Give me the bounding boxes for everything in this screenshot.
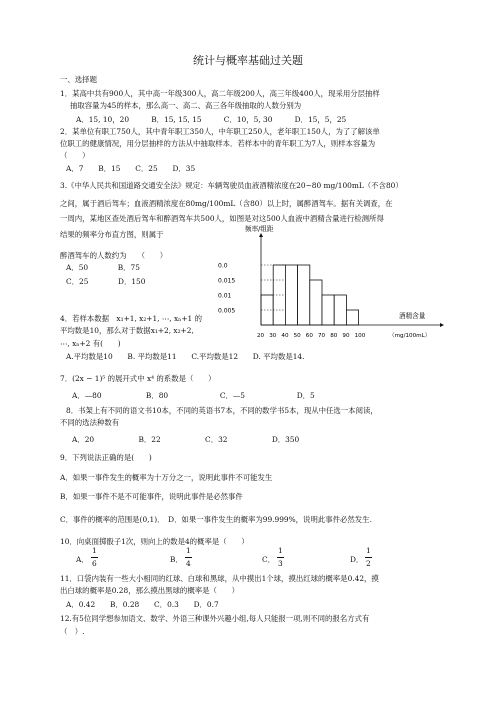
fraction-numerator: 1 xyxy=(92,546,97,555)
x-tick-label: 20 xyxy=(257,333,265,339)
q3-line2: 之间，属于酒后驾车；血液酒精浓度在80mg/100mL（含80）以上时，属醉酒驾车。据有关调查，在 xyxy=(60,199,393,208)
x-tick-label: 100 xyxy=(354,333,366,339)
x-axis-unit: （mg/100mL） xyxy=(389,333,431,339)
q1-line2: 抽取容量为45的样本，那么高一、高二、高三各年级抽取的人数分别为 xyxy=(70,101,302,110)
q9-option-a: A．如果一事件发生的概率为十万分之一，说明此事件不可能发生 xyxy=(60,473,273,482)
q10-option-label: D． xyxy=(350,555,364,564)
histogram-bar xyxy=(298,265,310,325)
q8-line2: 不同的选法种数有 xyxy=(60,418,120,427)
q1-line1: 1．某高中共有900人，其中高一年级300人，高二年级200人，高三年级400人，现采用分层抽样 xyxy=(60,89,380,98)
fraction-bar xyxy=(91,557,98,558)
q10-stem: 10．向桌面掷骰子1次，则向上的数是4的概率是（ ） xyxy=(60,537,249,546)
q10-option-label: C． xyxy=(262,555,276,564)
q3-line3: 一周内，某地区查处酒后驾车和醉酒驾车共500人，如图是对这500人血液中酒精含量进行检测所得 xyxy=(60,214,384,223)
q9-option-b: B．如果一事件不是不可能事件，说明此事件是必然事件 xyxy=(60,492,243,501)
fraction-denominator: 4 xyxy=(186,559,191,568)
fraction-numerator: 1 xyxy=(278,546,283,555)
q4-line3: ⋯, xₙ+2 有( ) xyxy=(60,339,121,348)
q3-options-ab: A．50 B．75 xyxy=(66,263,140,272)
fraction-denominator: 6 xyxy=(92,559,97,568)
q10-option-label: B． xyxy=(170,555,183,564)
fraction-numerator: 1 xyxy=(366,546,371,555)
histogram-bar xyxy=(346,310,358,325)
section-heading: 一、选择题 xyxy=(60,75,97,84)
x-tick-label: 80 xyxy=(330,333,338,339)
q11-options: A．0.42 B．0.28 C．0.3 D．0.7 xyxy=(66,600,219,609)
fraction-denominator: 3 xyxy=(278,559,283,568)
q11-line1: 11．口袋内装有一些大小相同的红球、白球和黑球，从中摸出1个球，摸出红球的概率是0.42，摸 xyxy=(60,574,379,583)
y-tick-label: 0.015 xyxy=(218,277,236,285)
histogram-bar xyxy=(310,280,322,325)
q1-options: A．15, 10，20 B．15, 15, 15 C．10，5, 30 D．15，5，25 xyxy=(76,115,347,124)
q8-options: A．20 B．22 C．32 D．350 xyxy=(72,435,300,444)
q2-line2: 位职工的健康情况，用分层抽样的方法从中抽取样本．若样本中的青年职工为7人，则样本容量为 xyxy=(60,139,376,148)
q2-line3: （ ） xyxy=(60,151,90,160)
fraction-denominator: 2 xyxy=(366,559,371,568)
q8-line1: 8．书架上有不同的语文书10本，不同的英语书7本，不同的数学书5本，现从中任选一本阅读， xyxy=(66,406,378,415)
x-tick-label: 60 xyxy=(305,333,313,339)
x-tick-label: 50 xyxy=(293,333,301,339)
q2-line1: 2．某单位有职工750人，其中青年职工350人，中年职工250人，老年职工150人，为了了解该单 xyxy=(60,127,380,136)
fraction-numerator: 1 xyxy=(186,546,191,555)
q3-line4: 结果的频率分布直方图，则属于 xyxy=(60,230,164,239)
q2-options: A．7 B．15 C．25 D．35 xyxy=(66,164,196,173)
q10-option-label: A． xyxy=(76,555,89,564)
q3-options-cd: C．25 D．150 xyxy=(66,277,146,286)
fraction-bar xyxy=(277,557,284,558)
x-tick-label: 40 xyxy=(281,333,289,339)
y-tick-label: 0.005 xyxy=(218,307,236,315)
histogram-bar xyxy=(285,265,297,325)
q4-options: A.平均数是10 B. 平均数是11 C.平均数是12 D. 平均数是14. xyxy=(66,352,305,361)
q3-line5: 醉酒驾车的人数约为 （ ） xyxy=(60,251,168,260)
x-tick-label: 70 xyxy=(318,333,326,339)
page-title: 统计与概率基础过关题 xyxy=(193,54,303,67)
q7-stem: 7．(2x − 1)⁵ 的展开式中 x⁴ 的系数是（ ） xyxy=(60,374,216,383)
q12-line2: （ ）. xyxy=(60,627,85,636)
q4-line2: 平均数是10，那么对于数据x₁+2, x₂+2, xyxy=(60,326,194,335)
x-tick-label: 30 xyxy=(269,333,277,339)
q4-line1: 4．若样本数据 x₁+1, x₂+1, ⋯, xₙ+1 的 xyxy=(60,314,202,323)
y-axis-arrow xyxy=(259,233,263,237)
frequency-histogram xyxy=(208,225,448,343)
fraction-bar xyxy=(365,557,372,558)
q7-options: A．—80 B．80 C．—5 D．5 xyxy=(72,391,315,400)
histogram-bar xyxy=(334,295,346,325)
q12-line1: 12.有5位同学想参加语文、数学、外语三种课外兴趣小组,每人只能报一项,则不同的报名方式有 xyxy=(60,614,370,623)
y-axis-label: 频率/组距 xyxy=(245,225,274,233)
q9-stem: 9．下列说法正确的是( ) xyxy=(60,453,152,462)
x-axis-label: 酒精含量 xyxy=(399,312,426,320)
q9-option-cd: C．事件的概率的范围是(0,1)． D．如果一事件发生的概率为99.999%，说明此事件必然发生. xyxy=(60,515,372,524)
q11-line2: 出白球的概率是0.28，那么摸出黑球的概率是（ ） xyxy=(60,586,240,595)
histogram-bar xyxy=(322,295,334,325)
y-tick-label: 0.01 xyxy=(218,292,232,300)
fraction-bar xyxy=(185,557,192,558)
x-axis-arrow xyxy=(440,323,444,327)
q3-line1: 3.《中华人民共和国道路交通安全法》规定：车辆驾驶员血液酒精浓度在20~80 mg/100mL（不含80） xyxy=(60,181,403,190)
y-tick-label: 0.0 xyxy=(218,262,228,270)
x-tick-label: 90 xyxy=(342,333,350,339)
